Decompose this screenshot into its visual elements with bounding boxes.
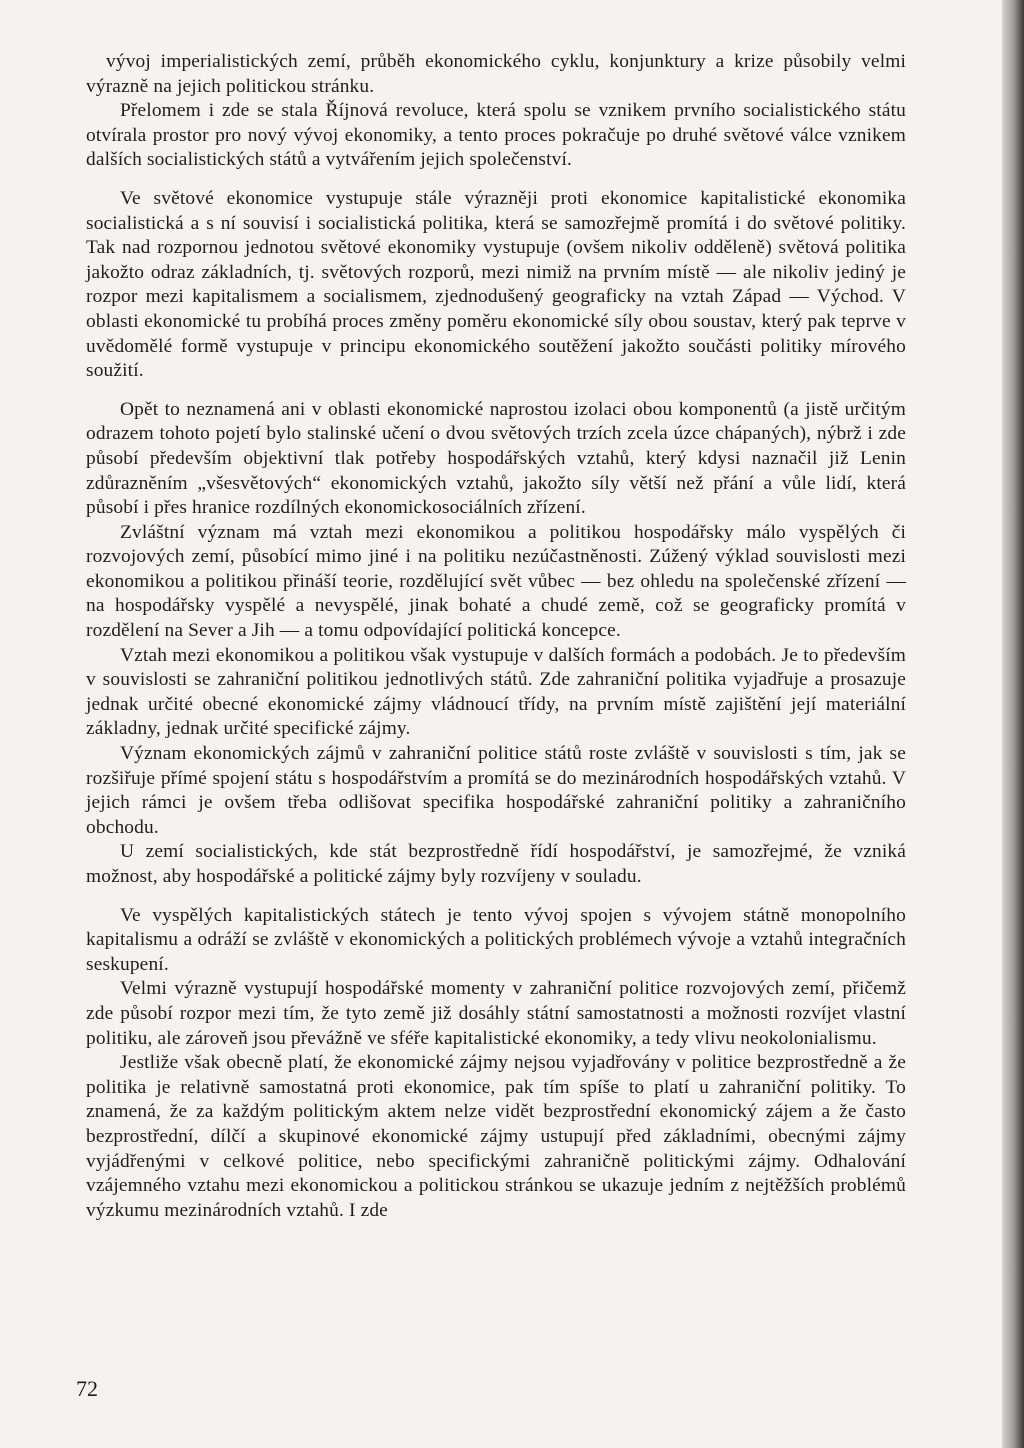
paragraph: Velmi výrazně vystupují hospodářské momenty v zahraniční politice rozvojových zemí, přičemž zde působí rozpor mezi tím, že tyto země již dosáhly státní samostatnosti a možnosti rozvíjet vlastní politiku, ale zároveň jsou převážně ve sféře kapitalistické ekonomiky, a tedy vlivu neokolonialismu. — [86, 978, 906, 1049]
paragraph: Zvláštní význam má vztah mezi ekonomikou a politikou hospodářsky málo vyspělých či rozvojových zemí, působící mimo jiné i na politiku nezúčastněnosti. Zúžený výklad souvislosti mezi ekonomikou a politikou přináší teorie, rozdělující svět vůbec — bez ohledu na společenské zřízení — na hospodářsky vyspělé a nevyspělé, jinak bohaté a chudé země, což se geograficky promítá v rozdělení na Sever a Jih — a tomu odpovídající politická koncepce. — [86, 521, 906, 642]
page-binding-edge — [1002, 0, 1024, 1448]
paragraph: Opět to neznamená ani v oblasti ekonomické naprostou izolaci obou komponentů (a jistě určitým odrazem tohoto pojetí bylo stalinské učení o dvou světových trzích zcela úzce chápaných), nýbrž i zde působí především objektivní tlak potřeby hospodářských vztahů, který kdysi naznačil již Lenin zdůrazněním „všesvětových“ ekonomických vztahů, jakožto síly větší než přání a vůle lidí, která působí i přes hranice rozdílných ekonomickosociálních zřízení. — [86, 398, 906, 519]
paragraph: Ve vyspělých kapitalistických státech je tento vývoj spojen s vývojem státně monopolního kapitalismu a odráží se zvláště v ekonomických a politických problémech vývoje a vztahů integračních seskupení. — [86, 904, 906, 975]
page-number: 72 — [76, 1376, 98, 1401]
paragraph: vývoj imperialistických zemí, průběh ekonomického cyklu, konjunktury a krize působily velmi výrazně na jejich politickou stránku. — [86, 51, 906, 97]
paragraph: Jestliže však obecně platí, že ekonomické zájmy nejsou vyjadřovány v politice bezprostředně a že politika je relativně samostatná proti ekonomice, pak tím spíše to platí u zahraniční politiky. To znamená, že za každým politickým aktem nelze vidět bezprostřední ekonomický zájem a že často bezprostřední, dílčí a skupinové ekonomické zájmy ustupují před základními, obecnými zájmy vyjádřenými v celkové politice, nebo specifickými zahraničně politickými zájmy. Odhalování vzájemného vztahu mezi ekonomickou a politickou stránkou se ukazuje jedním z nejtěžších problémů výzkumu mezinárodních vztahů. I zde — [86, 1052, 906, 1221]
paragraph: Ve světové ekonomice vystupuje stále výrazněji proti ekonomice kapitalistické ekonomika socialistická a s ní souvisí i socialistická politika, která se samozřejmě promítá i do světové politiky. Tak nad rozpornou jednotou světové ekonomiky vystupuje (ovšem nikoliv odděleně) světová politika jakožto odraz základních, tj. světových rozporů, mezi nimiž na prvním místě — ale nikoliv jediný je rozpor mezi kapitalismem a socialismem, zjednodušený geograficky na vztah Západ — Východ. V oblasti ekonomické tu probíhá proces změny poměru ekonomické síly obou soustav, který pak teprve v uvědomělé formě vystupuje v principu ekonomického soutěžení jakožto součásti politiky mírového soužití. — [86, 187, 906, 382]
paragraph: Přelomem i zde se stala Říjnová revoluce, která spolu se vznikem prvního socialistického státu otvírala prostor pro nový vývoj ekonomiky, a tento proces pokračuje po druhé světové válce vznikem dalších socialistických států a vytvářením jejich společenství. — [86, 100, 906, 171]
paragraph: Význam ekonomických zájmů v zahraniční politice států roste zvláště v souvislosti s tím, jak se rozšiřuje přímé spojení státu s hospodářstvím a promítá se do mezinárodních hospodářských vztahů. V jejich rámci je ovšem třeba odlišovat specifika hospodářské zahraniční politiky a zahraničního obchodu. — [86, 743, 906, 838]
paragraph: Vztah mezi ekonomikou a politikou však vystupuje v dalších formách a podobách. Je to především v souvislosti se zahraniční politikou jednotlivých států. Zde zahraniční politika vyjadřuje a prosazuje jednak určité obecné ekonomické zájmy vládnoucí třídy, na prvním místě zajištění její materiální základny, jednak určité specifické zájmy. — [86, 644, 906, 740]
body-text — [86, 50, 906, 1223]
paragraph: U zemí socialistických, kde stát bezprostředně řídí hospodářství, je samozřejmé, že vzniká možnost, aby hospodářské a politické zájmy byly rozvíjeny v souladu. — [86, 841, 906, 887]
